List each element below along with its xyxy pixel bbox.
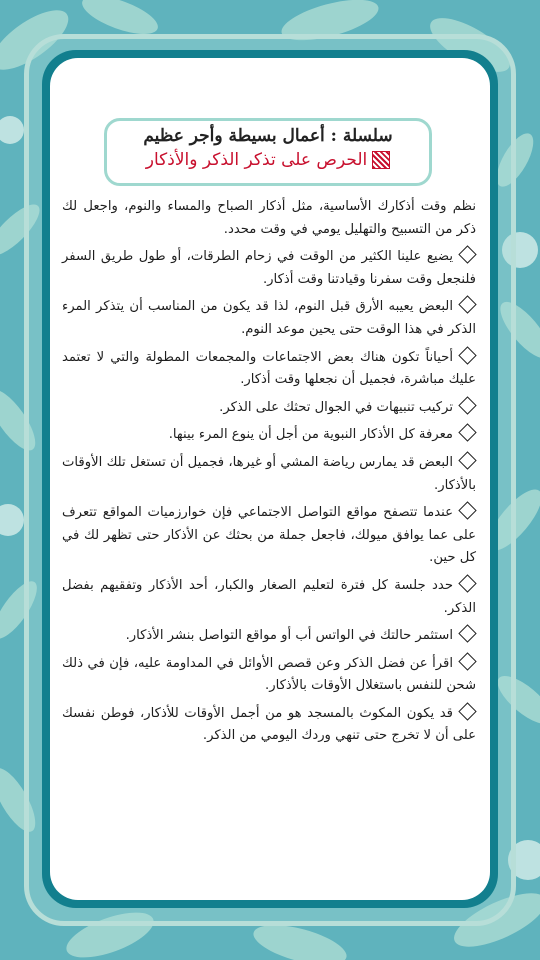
- diamond-icon: [458, 424, 476, 442]
- diamond-icon: [458, 574, 476, 592]
- diamond-icon: [458, 624, 476, 642]
- list-item-text: البعض يعيبه الأرق قبل النوم، لذا قد يكون من المناسب أن يتذكر المرء الذكر في هذا الوقت حتى يحين موعد النوم.: [62, 299, 476, 337]
- list-item: [62, 347, 476, 392]
- list-item: [62, 296, 476, 341]
- list-item: [62, 575, 476, 620]
- list-item: [62, 424, 476, 447]
- subtitle-text: الحرص على تذكر الذكر والأذكار: [145, 150, 368, 170]
- diamond-icon: [458, 451, 476, 469]
- diamond-icon: [458, 346, 476, 364]
- hatched-square-icon: [372, 151, 390, 169]
- diamond-icon: [458, 652, 476, 670]
- list-item: [62, 625, 476, 648]
- list-item: [62, 397, 476, 420]
- content-card: [50, 58, 490, 900]
- list-item: [62, 653, 476, 698]
- list-item: [62, 703, 476, 748]
- diamond-icon: [458, 396, 476, 414]
- list-item-text: يضيع علينا الكثير من الوقت في زحام الطرقات، أو طول طريق السفر فلنجعل وقت سفرنا وقيادتنا وقت أذكار.: [62, 249, 476, 287]
- diamond-icon: [458, 501, 476, 519]
- list-item-text: البعض قد يمارس رياضة المشي أو غيرها، فجميل أن تستغل تلك الأوقات بالأذكار.: [62, 454, 476, 493]
- list-item-text: معرفة كل الأذكار النبوية من أجل أن ينوع المرء بينها.: [168, 427, 453, 443]
- intro-paragraph: نظم وقت أذكارك الأساسية، مثل أذكار الصباح والمساء والنوم، واجعل لك ذكر من التسبيح والتهليل يومي في وقت محدد.: [62, 199, 476, 237]
- list-item: [62, 246, 476, 291]
- diamond-icon: [458, 702, 476, 720]
- list-item-text: استثمر حالتك في الواتس أب أو مواقع التواصل بنشر الأذكار.: [125, 628, 453, 644]
- list-item-text: أحياناً تكون هناك بعض الاجتماعات والمجمعات المطولة والتي لا تعتمد عليك مباشرة، فجميل أن نجعلها وقت أذكار.: [62, 349, 476, 388]
- list-item-text: اقرأ عن فضل الذكر وعن قصص الأوائل في المداومة عليه، فإن في ذلك شحن للنفس باستغلال الأوقات بالأذكار.: [62, 655, 476, 694]
- list-item-text: تركيب تنبيهات في الجوال تحثك على الذكر.: [219, 399, 453, 415]
- diamond-icon: [458, 296, 476, 314]
- list-item-text: قد يكون المكوث بالمسجد هو من أجمل الأوقات للأذكار، فوطن نفسك على أن لا تخرج حتى تنهي وردك اليومي من الذكر.: [62, 705, 476, 744]
- tips-list: [62, 196, 476, 753]
- series-title: سلسلة : أعمال بسيطة وأجر عظيم: [143, 126, 393, 146]
- title-box: [104, 118, 432, 186]
- list-item: [62, 452, 476, 497]
- list-item-text: عندما تتصفح مواقع التواصل الاجتماعي فإن خوارزميات المواقع تتعرف على عما يوافق ميولك، فاجعل جملة من بحثك عن الأذكار حتى تظهر لك في كل حين.: [62, 505, 476, 566]
- list-item: [62, 502, 476, 570]
- topic-subtitle: [107, 150, 429, 170]
- list-item-text: حدد جلسة كل فترة لتعليم الصغار والكبار، أحد الأذكار وتفقيهم بفضل الذكر.: [62, 577, 476, 616]
- diamond-icon: [458, 245, 476, 263]
